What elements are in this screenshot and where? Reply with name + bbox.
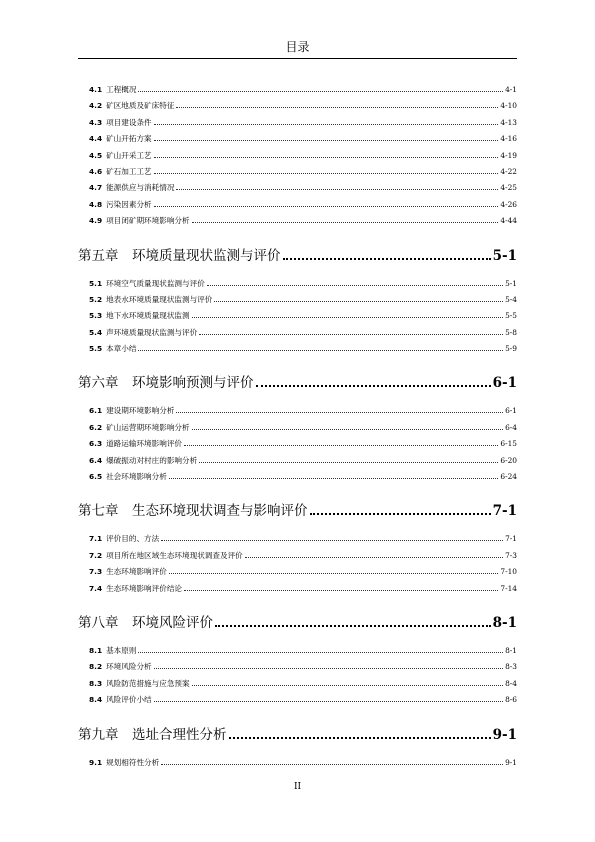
toc-chapter-heading[interactable] [78,611,517,633]
entry-number: 5.5 [89,344,103,354]
toc-entry[interactable] [89,405,517,421]
entry-title: 社会环境影响分析 [106,472,167,482]
entry-number: 5.3 [89,311,103,321]
entry-number: 8.2 [89,662,103,672]
dot-leader [154,140,499,141]
toc-entry[interactable] [89,278,517,294]
dot-leader [245,557,503,558]
entry-number: 7.3 [89,567,103,577]
entry-page-number: 6-20 [500,455,517,465]
entry-number: 4.3 [89,117,103,127]
toc-chapter-heading[interactable] [78,371,517,393]
dot-leader [169,573,499,574]
entry-page-number: 4-13 [500,117,517,127]
chapter-title: 第六章 环境影响预测与评价 [78,375,254,392]
dot-leader [192,222,499,223]
toc-entry[interactable] [89,166,517,182]
entry-page-number: 5-4 [505,294,517,304]
toc-entry[interactable] [89,84,517,100]
dot-leader [176,412,503,413]
chapter-page-number: 6-1 [492,375,517,392]
toc-entry[interactable] [89,678,517,694]
toc-entry[interactable] [89,566,517,582]
toc-entry[interactable] [89,661,517,677]
dot-leader [161,764,503,765]
toc-entry[interactable] [89,117,517,133]
dot-leader [192,429,503,430]
entry-number: 6.2 [89,422,103,432]
entry-number: 5.2 [89,294,103,304]
dot-leader [229,737,491,739]
entry-title: 地下水环境质量现状监测 [106,311,190,321]
entry-number: 4.2 [89,101,103,111]
entry-title: 矿山开拓方案 [106,134,152,144]
page-header-title: 目录 [285,40,310,54]
dot-leader [154,173,499,174]
toc-entry[interactable] [89,215,517,231]
entry-page-number: 8-3 [505,662,517,672]
toc-entry[interactable] [89,100,517,116]
dot-leader [184,590,498,591]
entry-page-number: 8-6 [505,695,517,705]
entry-number: 7.2 [89,550,103,560]
entry-number: 6.4 [89,455,103,465]
toc-entry[interactable] [89,471,517,487]
toc-entry[interactable] [89,645,517,661]
chapter-title: 第八章 环境风险评价 [78,614,213,631]
entry-title: 风险评价小结 [106,695,152,705]
entry-page-number: 5-5 [505,311,517,321]
dot-leader [199,462,498,463]
dot-leader [192,317,503,318]
dot-leader [184,445,498,446]
entry-page-number: 4-10 [500,101,517,111]
entry-number: 4.8 [89,199,103,209]
entry-page-number: 4-19 [500,150,517,160]
header-rule [78,58,517,59]
dot-leader [154,124,499,125]
entry-page-number: 4-25 [500,183,517,193]
toc-entry[interactable] [89,455,517,471]
toc-entry[interactable] [89,438,517,454]
table-of-contents [78,84,517,773]
entry-page-number: 4-16 [500,134,517,144]
dot-leader [154,701,503,702]
entry-title: 生态环境影响评价 [106,567,167,577]
entry-title: 项目闭矿期环境影响分析 [106,216,190,226]
entry-number: 6.1 [89,406,103,416]
toc-entry[interactable] [89,150,517,166]
toc-entry[interactable] [89,182,517,198]
entry-page-number: 8-1 [505,645,517,655]
dot-leader [176,107,498,108]
dot-leader [138,652,503,653]
entry-number: 4.5 [89,150,103,160]
entry-title: 矿石加工工艺 [106,166,152,176]
toc-entry[interactable] [89,694,517,710]
entry-number: 4.9 [89,216,103,226]
dot-leader [138,350,503,351]
entry-page-number: 7-1 [505,534,517,544]
dot-leader [256,385,491,387]
entry-title: 矿山开采工艺 [106,150,152,160]
entry-number: 8.3 [89,678,103,688]
entry-page-number: 4-26 [500,199,517,209]
entry-title: 基本原则 [106,645,137,655]
entry-number: 7.4 [89,583,103,593]
dot-leader [138,91,503,92]
entry-page-number: 9-1 [505,757,517,767]
toc-chapter-heading[interactable] [78,244,517,266]
entry-page-number: 4-1 [505,85,517,94]
toc-entry[interactable] [89,343,517,359]
entry-number: 4.4 [89,134,103,144]
entry-title: 项目所在地区域生态环境现状调查及评价 [106,550,243,560]
toc-entry[interactable] [89,422,517,438]
toc-entry[interactable] [89,757,517,773]
entry-page-number: 4-22 [500,166,517,176]
dot-leader [154,668,503,669]
entry-page-number: 5-1 [505,278,517,288]
dot-leader [214,301,503,302]
dot-leader [207,285,503,286]
toc-chapter-heading[interactable] [78,723,517,745]
entry-title: 道路运输环境影响评价 [106,439,183,449]
dot-leader [199,334,503,335]
entry-number: 4.1 [89,85,103,94]
dot-leader [192,685,503,686]
entry-number: 9.1 [89,757,103,767]
entry-number: 6.5 [89,472,103,482]
entry-page-number: 6-24 [500,472,517,482]
chapter-title: 第九章 选址合理性分析 [78,726,227,743]
entry-page-number: 7-10 [500,567,517,577]
dot-leader [215,625,491,627]
entry-number: 5.4 [89,327,103,337]
toc-entry[interactable] [89,583,517,599]
page-number: II [293,782,302,792]
toc-chapter-heading[interactable] [78,499,517,521]
entry-title: 爆破振动对村庄的影响分析 [106,455,198,465]
entry-number: 4.7 [89,183,103,193]
entry-number: 5.1 [89,278,103,288]
entry-number: 6.3 [89,439,103,449]
chapter-title: 第七章 生态环境现状调查与影响评价 [78,503,308,520]
entry-title: 评价目的、方法 [106,534,160,544]
entry-title: 矿山运营期环境影响分析 [106,422,190,432]
chapter-page-number: 9-1 [492,726,517,743]
dot-leader [169,478,499,479]
dot-leader [283,258,491,260]
entry-page-number: 4-44 [500,216,517,226]
entry-title: 工程概况 [106,85,137,94]
entry-number: 4.6 [89,166,103,176]
entry-title: 风险防范措施与应急预案 [106,678,190,688]
entry-title: 生态环境影响评价结论 [106,583,183,593]
entry-number: 7.1 [89,534,103,544]
dot-leader [310,513,491,515]
chapter-page-number: 7-1 [492,503,517,520]
entry-title: 项目建设条件 [106,117,152,127]
entry-page-number: 7-3 [505,550,517,560]
dot-leader [176,189,498,190]
entry-title: 环境风险分析 [106,662,152,672]
entry-title: 能源供应与消耗情况 [106,183,175,193]
toc-entry[interactable] [89,327,517,343]
toc-entry[interactable] [89,550,517,566]
chapter-page-number: 8-1 [492,614,517,631]
entry-number: 8.4 [89,695,103,705]
entry-title: 矿区地质及矿床特征 [106,101,175,111]
entry-page-number: 6-1 [505,406,517,416]
entry-page-number: 6-4 [505,422,517,432]
toc-entry[interactable] [89,199,517,215]
entry-page-number: 5-9 [505,344,517,354]
entry-title: 本章小结 [106,344,137,354]
dot-leader [154,157,499,158]
entry-page-number: 5-8 [505,327,517,337]
toc-entry[interactable] [89,533,517,549]
chapter-page-number: 5-1 [492,247,517,264]
toc-entry[interactable] [89,294,517,310]
entry-page-number: 8-4 [505,678,517,688]
entry-title: 环境空气质量现状监测与评价 [106,278,205,288]
entry-number: 8.1 [89,645,103,655]
entry-title: 地表水环境质量现状监测与评价 [106,294,213,304]
chapter-title: 第五章 环境质量现状监测与评价 [78,247,281,264]
toc-entry[interactable] [89,310,517,326]
entry-page-number: 6-15 [500,439,517,449]
dot-leader [161,540,503,541]
dot-leader [154,206,499,207]
entry-title: 声环境质量现状监测与评价 [106,327,198,337]
entry-page-number: 7-14 [500,583,517,593]
toc-entry[interactable] [89,133,517,149]
entry-title: 规划相符性分析 [106,757,160,767]
entry-title: 污染因素分析 [106,199,152,209]
entry-title: 建设期环境影响分析 [106,406,175,416]
